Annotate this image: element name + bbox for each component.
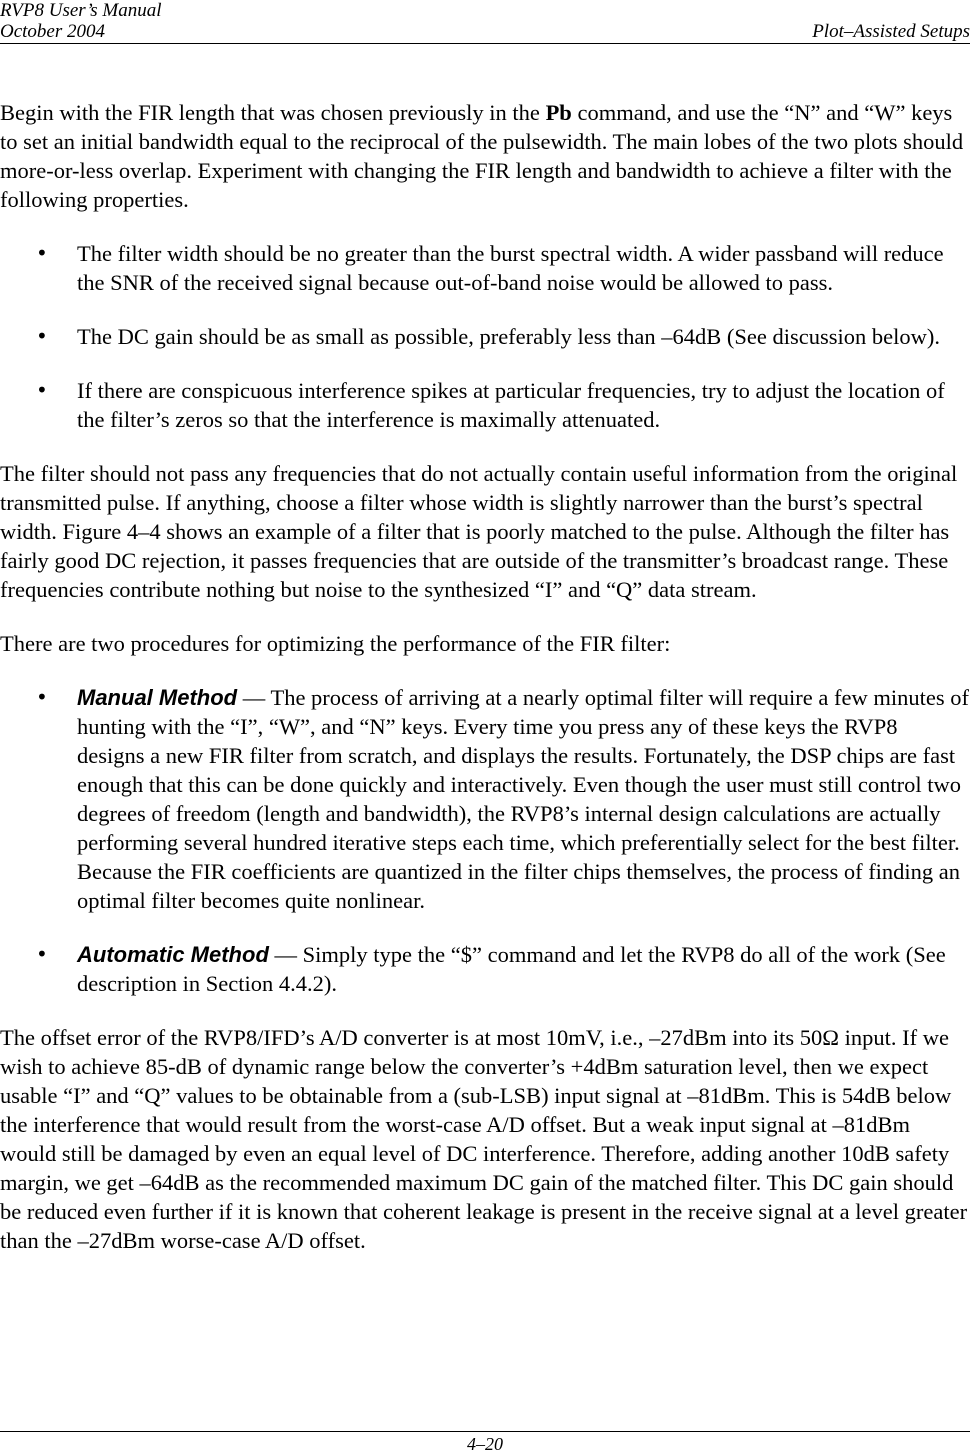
bullet-icon: • — [36, 324, 48, 348]
bullet-icon: • — [36, 378, 48, 402]
list-item: • If there are conspicuous interference spikes at particular frequencies, try to adjust the location of the filter’s zeros so that the interference is maximally attenuated. — [36, 378, 945, 432]
page-body — [0, 98, 970, 1280]
bullet-icon: • — [36, 942, 48, 966]
page-header — [0, 0, 970, 46]
intro-paragraph — [0, 98, 970, 214]
procedures-intro: There are two procedures for optimizing the performance of the FIR filter: — [0, 631, 671, 656]
methods-list — [0, 683, 970, 998]
method-name: Manual Method — [77, 685, 238, 710]
section-title: Plot–Assisted Setups — [812, 21, 970, 42]
footer-rule — [0, 1431, 970, 1432]
intro-text-end: command, and use the “N” and “W” keys to set an initial bandwidth equal to the reciprocal of the pulsewidth. The main lobes of the two plots should more-or-less overlap. Experiment with changing the FIR length and bandwidth to achieve a filter with the following properties. — [0, 100, 964, 212]
bullet-icon: • — [36, 685, 48, 709]
filter-properties-list — [0, 239, 970, 434]
list-item: • The DC gain should be as small as possible, preferably less than –64dB (See discussion below). — [36, 324, 940, 349]
header-date: October 2004 — [0, 21, 106, 42]
header-rule — [0, 43, 970, 44]
list-item-manual-method — [0, 683, 970, 915]
command-name: Pb — [545, 100, 572, 125]
method-description: — The process of arriving at a nearly optimal filter will require a few minutes of hunting with the “I”, “W”, and “N” keys. Every time you press any of these keys the RVP8 designs a new FIR filter from scratch, and displays the results. Fortunately, the DSP chips are fast enough that this can be done quickly and interactively. Even though the user must still control two degrees of freedom (length and bandwidth), the RVP8’s internal design calculations are actually performing several hundred iterative steps each time, which preferentially select for the best filter. Because the FIR coefficients are quantized in the filter chips themselves, the process of finding an optimal filter becomes quite nonlinear. — [77, 685, 969, 913]
list-item-automatic-method — [0, 940, 970, 998]
list-item: • The filter width should be no greater than the burst spectral width. A wider passband will reduce the SNR of the received signal because out-of-band noise would be allowed to pass. — [36, 241, 944, 295]
page-number: 4–20 — [467, 1434, 503, 1454]
bullet-icon: • — [36, 241, 48, 265]
method-description: — Simply type the “$” command and let the RVP8 do all of the work (See description in Section 4.4.2). — [77, 942, 946, 996]
filter-paragraph: The filter should not pass any frequencies that do not actually contain useful information from the original transmitted pulse. If anything, choose a filter whose width is slightly narrower than the burst’s spectral width. Figure 4–4 shows an example of a filter that is poorly matched to the pulse. Although the filter has fairly good DC rejection, it passes frequencies that are outside of the transmitter’s broadcast range. These frequencies contribute nothing but noise to the synthesized “I” and “Q” data stream. — [0, 461, 958, 602]
intro-text-start: Begin with the FIR length that was chosen previously in the — [0, 100, 546, 125]
offset-error-paragraph: The offset error of the RVP8/IFD’s A/D converter is at most 10mV, i.e., –27dBm into its 50Ω input. If we wish to achieve 85-dB of dynamic range below the converter’s +4dBm saturation level, then we expect usable “I” and “Q” values to be obtainable from a (sub-LSB) input signal at –81dBm. This is 54dB below the interference that would result from the worst-case A/D offset. But a weak input signal at –81dBm would still be damaged by even an equal level of DC interference. Therefore, adding another 10dB safety margin, we get –64dB as the recommended maximum DC gain of the matched filter. This DC gain should be reduced even further if it is known that coherent leakage is present in the receive signal at a level greater than the –27dBm worse-case A/D offset. — [0, 1025, 968, 1253]
manual-title: RVP8 User’s Manual — [0, 0, 162, 21]
method-name: Automatic Method — [77, 942, 269, 967]
